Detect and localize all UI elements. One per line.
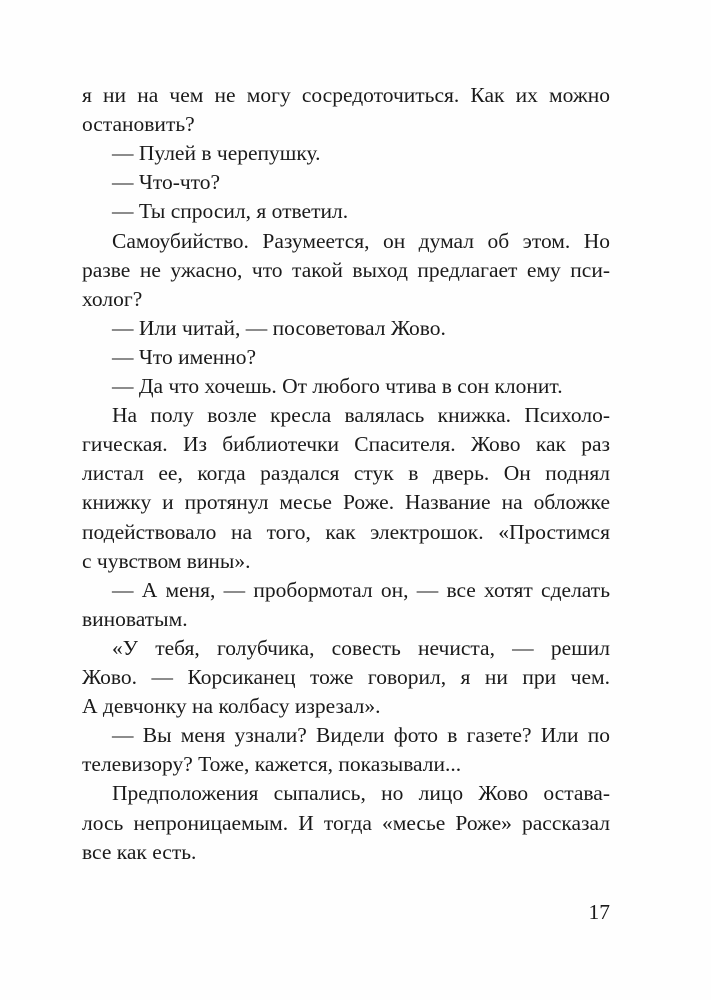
text-line: Самоубийство. Разумеется, он думал об этом. Но bbox=[112, 228, 610, 253]
text-line: Предположения сыпались, но лицо Жово остава- bbox=[112, 781, 610, 806]
text-line: — Или читай, — посоветовал Жово. bbox=[112, 315, 446, 340]
text-line: подействовало на того, как электрошок. «Простимся bbox=[82, 519, 610, 544]
text-line: — Что-что? bbox=[112, 170, 221, 195]
text-line: остановить? bbox=[82, 112, 195, 137]
page-number: 17 bbox=[588, 900, 610, 924]
text-line: виноватым. bbox=[82, 606, 188, 631]
text-line: лось непроницаемым. И тогда «месье Роже» рассказал bbox=[82, 810, 610, 835]
text-line: все как есть. bbox=[82, 839, 197, 864]
text-line: с чувством вины». bbox=[82, 548, 251, 573]
text-line: листал ее, когда раздался стук в дверь. Он поднял bbox=[82, 461, 610, 486]
text-line: телевизору? Тоже, кажется, показывали... bbox=[82, 752, 462, 777]
text-line: — Вы меня узнали? Видели фото в газете? Или по bbox=[112, 723, 610, 748]
text-line: «У тебя, голубчика, совесть нечиста, — решил bbox=[112, 635, 610, 660]
text-line: — Да что хочешь. От любого чтива в сон клонит. bbox=[112, 374, 563, 398]
text-line: разве не ужасно, что такой выход предлагает ему пси- bbox=[82, 257, 610, 282]
text-line: На полу возле кресла валялась книжка. Психоло- bbox=[112, 403, 610, 428]
text-line: — А меня, — пробормотал он, — все хотят сделать bbox=[112, 577, 610, 602]
text-line: — Ты спросил, я ответил. bbox=[112, 199, 349, 224]
text-line: гическая. Из библиотечки Спасителя. Жово как раз bbox=[82, 432, 610, 457]
text-line: я ни на чем не могу сосредоточиться. Как их можно bbox=[82, 83, 610, 107]
text-line: — Что именно? bbox=[112, 344, 257, 369]
text-line: холог? bbox=[82, 286, 143, 311]
text-line: А девчонку на колбасу изрезал». bbox=[82, 694, 381, 719]
text-line: книжку и протянул месье Роже. Название на обложке bbox=[82, 490, 610, 515]
text-line: Жово. — Корсиканец тоже говорил, я ни при чем. bbox=[82, 665, 610, 689]
text-line: — Пулей в черепушку. bbox=[112, 141, 321, 166]
